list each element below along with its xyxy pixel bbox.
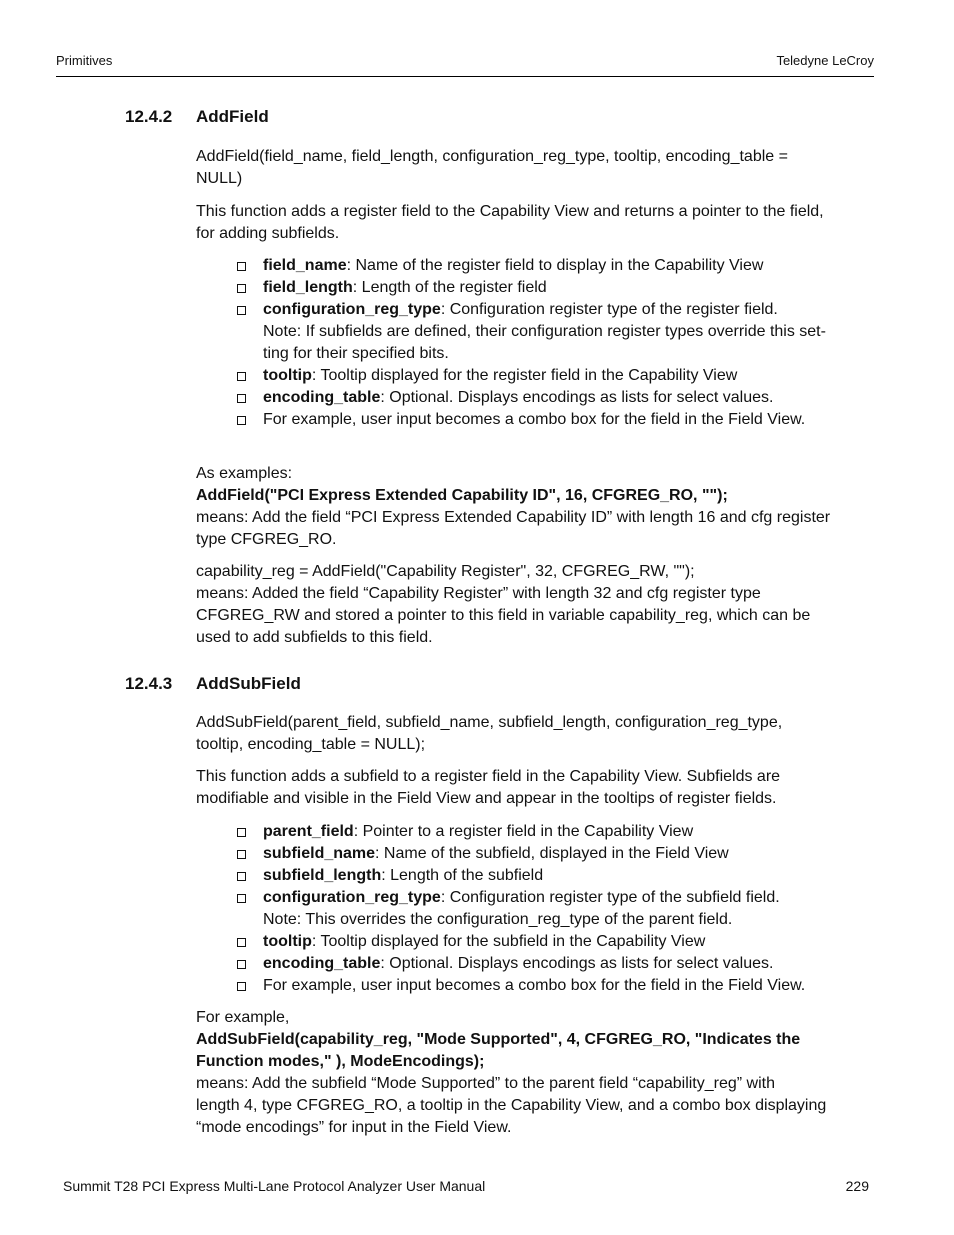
section-number: 12.4.2	[125, 107, 173, 126]
list-item	[237, 887, 877, 931]
list-item	[237, 931, 877, 953]
description-line: modifiable and visible in the Field View and appear in the tooltips of register fields.	[196, 790, 777, 807]
parameter-term: configuration_reg_type	[263, 889, 441, 906]
list-item	[237, 865, 877, 887]
example-code: Function modes," ), ModeEncodings);	[196, 1053, 485, 1070]
example-code: capability_reg = AddField("Capability Register", 32, CFGREG_RW, "");	[196, 563, 695, 580]
checkbox-bullet-icon	[237, 372, 246, 381]
description-line: This function adds a register field to the Capability View and returns a pointer to the field,	[196, 203, 824, 220]
checkbox-bullet-icon	[237, 894, 246, 903]
parameter-description: : Length of the register field	[352, 279, 547, 296]
example-explanation: “mode encodings” for input in the Field View.	[196, 1119, 512, 1136]
section-number: 12.4.3	[125, 674, 173, 693]
section-heading-addfield	[125, 106, 269, 128]
section-heading-addsubfield	[125, 673, 301, 695]
addfield-signature	[196, 146, 876, 190]
checkbox-bullet-icon	[237, 872, 246, 881]
header-divider	[56, 76, 874, 77]
parameter-term: configuration_reg_type	[263, 301, 441, 318]
example-code: AddField("PCI Express Extended Capability ID", 16, CFGREG_RO, "");	[196, 487, 728, 504]
checkbox-bullet-icon	[237, 938, 246, 947]
manual-title: Summit T28 PCI Express Multi-Lane Protocol Analyzer User Manual	[63, 1178, 486, 1194]
list-item	[237, 953, 877, 975]
parameter-description: : Tooltip displayed for the register field in the Capability View	[311, 367, 738, 384]
parameter-note: Note: If subfields are defined, their configuration register types override this set-	[263, 323, 826, 340]
checkbox-bullet-icon	[237, 416, 246, 425]
list-item	[237, 365, 877, 387]
addsubfield-example	[196, 1007, 876, 1139]
example-explanation: CFGREG_RW and stored a pointer to this field in variable capability_reg, which can be	[196, 607, 811, 624]
description-line: for adding subfields.	[196, 225, 340, 242]
parameter-description: : Configuration register type of the subfield field.	[440, 889, 780, 906]
parameter-description: : Name of the subfield, displayed in the Field View	[375, 845, 729, 862]
example-explanation: length 4, type CFGREG_RO, a tooltip in the Capability View, and a combo box displaying	[196, 1097, 827, 1114]
list-item	[237, 387, 877, 409]
checkbox-bullet-icon	[237, 306, 246, 315]
signature-line: tooltip, encoding_table = NULL);	[196, 736, 426, 753]
parameter-description: : Name of the register field to display in the Capability View	[346, 257, 764, 274]
example-code: AddSubField(capability_reg, "Mode Supported", 4, CFGREG_RO, "Indicates the	[196, 1031, 801, 1048]
page-number: 229	[845, 1178, 869, 1194]
list-item	[237, 843, 877, 865]
parameter-description: : Pointer to a register field in the Capability View	[353, 823, 694, 840]
parameter-term: field_name	[263, 257, 347, 274]
example-explanation: means: Added the field “Capability Register” with length 32 and cfg register type	[196, 585, 761, 602]
section-title: AddSubField	[196, 674, 301, 693]
parameter-description: : Tooltip displayed for the subfield in the Capability View	[311, 933, 706, 950]
examples-intro: As examples:	[196, 465, 293, 482]
header-section-name: Primitives	[56, 53, 113, 68]
parameter-term: tooltip	[263, 367, 312, 384]
parameter-term: parent_field	[263, 823, 354, 840]
parameter-term: subfield_length	[263, 867, 382, 884]
checkbox-bullet-icon	[237, 960, 246, 969]
addsubfield-parameter-list	[237, 821, 877, 997]
parameter-description: For example, user input becomes a combo box for the field in the Field View.	[263, 411, 806, 428]
parameter-term: field_length	[263, 279, 353, 296]
parameter-note: ting for their specified bits.	[263, 345, 449, 362]
description-line: This function adds a subfield to a register field in the Capability View. Subfields are	[196, 768, 781, 785]
example-explanation: used to add subfields to this field.	[196, 629, 433, 646]
list-item	[237, 299, 877, 365]
addsubfield-description	[196, 766, 876, 810]
checkbox-bullet-icon	[237, 262, 246, 271]
example-explanation: type CFGREG_RO.	[196, 531, 337, 548]
parameter-term: subfield_name	[263, 845, 376, 862]
parameter-term: encoding_table	[263, 389, 381, 406]
checkbox-bullet-icon	[237, 850, 246, 859]
addfield-example-2	[196, 561, 876, 649]
parameter-term: encoding_table	[263, 955, 381, 972]
example-explanation: means: Add the subfield “Mode Supported” to the parent field “capability_reg” with	[196, 1075, 775, 1092]
header-company-name: Teledyne LeCroy	[776, 53, 874, 68]
section-title: AddField	[196, 107, 269, 126]
parameter-description: : Configuration register type of the register field.	[440, 301, 778, 318]
checkbox-bullet-icon	[237, 394, 246, 403]
addfield-examples	[196, 463, 876, 551]
example-explanation: means: Add the field “PCI Express Extended Capability ID” with length 16 and cfg register	[196, 509, 831, 526]
signature-line: AddField(field_name, field_length, configuration_reg_type, tooltip, encoding_table =	[196, 148, 788, 165]
list-item	[237, 821, 877, 843]
parameter-description: : Optional. Displays encodings as lists for select values.	[380, 955, 774, 972]
checkbox-bullet-icon	[237, 982, 246, 991]
list-item	[237, 277, 877, 299]
parameter-description: : Length of the subfield	[381, 867, 544, 884]
checkbox-bullet-icon	[237, 284, 246, 293]
parameter-description: For example, user input becomes a combo box for the field in the Field View.	[263, 977, 806, 994]
signature-line: AddSubField(parent_field, subfield_name, subfield_length, configuration_reg_type,	[196, 714, 783, 731]
signature-line: NULL)	[196, 170, 243, 187]
addfield-parameter-list	[237, 255, 877, 431]
list-item	[237, 975, 877, 997]
addfield-description	[196, 201, 876, 245]
parameter-term: tooltip	[263, 933, 312, 950]
parameter-description: : Optional. Displays encodings as lists for select values.	[380, 389, 774, 406]
addsubfield-signature	[196, 712, 876, 756]
list-item	[237, 409, 877, 431]
list-item	[237, 255, 877, 277]
parameter-note: Note: This overrides the configuration_reg_type of the parent field.	[263, 911, 733, 928]
example-intro: For example,	[196, 1009, 290, 1026]
checkbox-bullet-icon	[237, 828, 246, 837]
